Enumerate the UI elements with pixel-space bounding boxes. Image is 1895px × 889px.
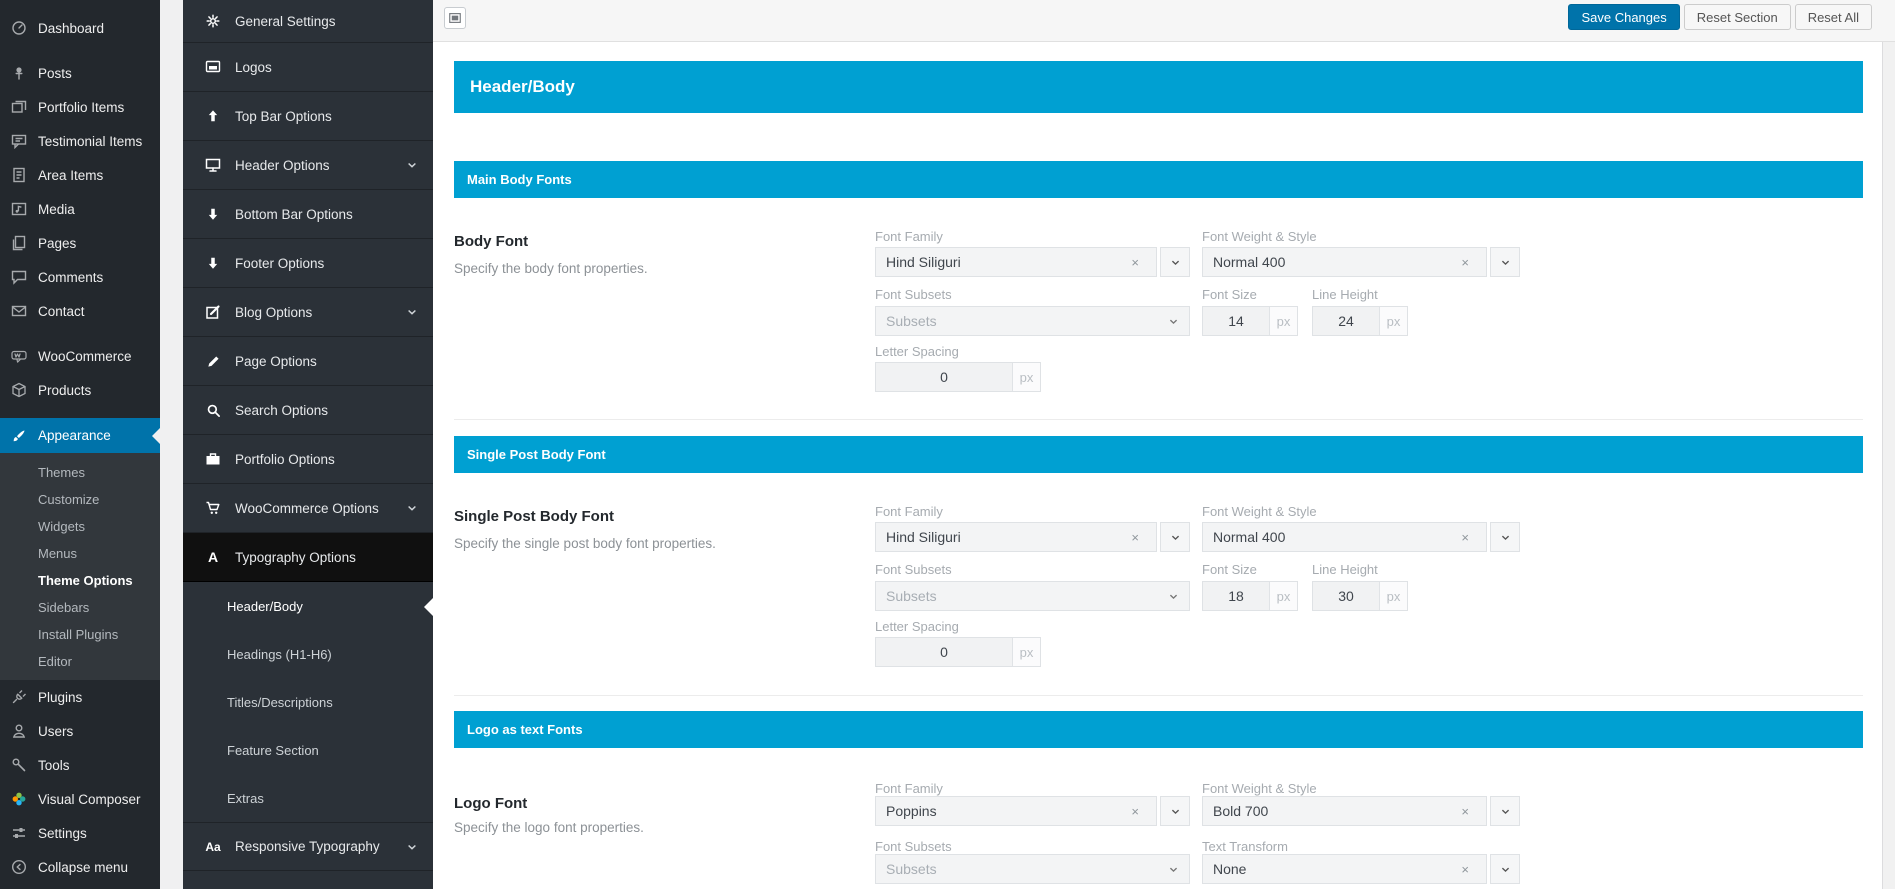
sidebar-item-pages[interactable] bbox=[0, 226, 160, 260]
submenu-label: Widgets bbox=[38, 519, 85, 534]
sidebar-item-label: Pages bbox=[38, 235, 77, 251]
options-item-label: Blog Options bbox=[235, 304, 313, 320]
options-item-page[interactable] bbox=[183, 337, 433, 386]
clear-selection-icon[interactable]: × bbox=[1131, 529, 1139, 545]
document-icon bbox=[9, 166, 29, 184]
sidebar-item-users[interactable] bbox=[0, 714, 160, 748]
sidebar-item-media[interactable] bbox=[0, 192, 160, 226]
options-item-footer[interactable] bbox=[183, 239, 433, 288]
line-height-input[interactable] bbox=[1313, 582, 1379, 610]
images-icon bbox=[9, 98, 29, 116]
submenu-label: Editor bbox=[38, 654, 72, 669]
select-dropdown-button[interactable] bbox=[1160, 796, 1190, 826]
clear-selection-icon[interactable]: × bbox=[1461, 803, 1469, 819]
options-item-label: Top Bar Options bbox=[235, 108, 332, 124]
submenu-item-customize[interactable] bbox=[0, 486, 160, 513]
submenu-item-install-plugins[interactable] bbox=[0, 621, 160, 648]
options-subitem-titles-descriptions[interactable] bbox=[183, 678, 433, 726]
sidebar-item-contact[interactable] bbox=[0, 294, 160, 328]
sidebar-item-area-items[interactable] bbox=[0, 158, 160, 192]
select-dropdown-button[interactable] bbox=[1160, 247, 1190, 277]
select-dropdown-button[interactable] bbox=[1490, 522, 1520, 552]
font-subsets-field bbox=[875, 854, 1190, 884]
sidebar-item-tools[interactable] bbox=[0, 748, 160, 782]
options-item-label: Logos bbox=[235, 59, 272, 75]
options-item-label: Typography Options bbox=[235, 549, 356, 565]
sidebar-item-products[interactable] bbox=[0, 373, 160, 407]
options-subitem-label: Header/Body bbox=[227, 598, 303, 614]
section-title-bar: Single Post Body Font bbox=[454, 436, 1863, 473]
field-group-heading: Body Font bbox=[454, 233, 529, 250]
options-subitem-label: Headings (H1-H6) bbox=[227, 646, 332, 662]
submenu-item-themes[interactable] bbox=[0, 459, 160, 486]
letter-spacing-field bbox=[875, 637, 1041, 667]
arrow-up-icon bbox=[204, 108, 222, 125]
submenu-item-editor[interactable] bbox=[0, 648, 160, 675]
person-icon bbox=[9, 722, 29, 740]
chevron-down-icon bbox=[1168, 864, 1179, 875]
pin-icon bbox=[9, 64, 29, 82]
collapse-icon bbox=[9, 858, 29, 876]
arrow-down-icon bbox=[204, 255, 222, 272]
sidebar-item-label: Posts bbox=[38, 65, 72, 81]
font-family-field bbox=[875, 522, 1190, 552]
envelope-icon bbox=[9, 302, 29, 320]
select-dropdown-button[interactable] bbox=[1490, 247, 1520, 277]
select-value: Bold 700 bbox=[1213, 803, 1269, 819]
cube-icon bbox=[9, 381, 29, 399]
sliders-icon bbox=[9, 824, 29, 842]
font-weight-field bbox=[1202, 247, 1520, 277]
chevron-down-icon bbox=[1170, 806, 1181, 817]
sidebar-item-label: Media bbox=[38, 201, 75, 217]
font-weight-label: Font Weight & Style bbox=[1202, 504, 1317, 519]
testimonial-icon bbox=[9, 132, 29, 150]
chevron-down-icon bbox=[406, 502, 418, 514]
options-item-label: Footer Options bbox=[235, 255, 325, 271]
font-size-input[interactable] bbox=[1203, 582, 1269, 610]
sidebar-item-visual-composer[interactable] bbox=[0, 782, 160, 816]
font-family-label: Font Family bbox=[875, 504, 943, 519]
font-size-input[interactable] bbox=[1203, 307, 1269, 335]
clear-selection-icon[interactable]: × bbox=[1131, 803, 1139, 819]
layout-icon bbox=[448, 11, 462, 25]
select-value: None bbox=[1213, 861, 1247, 877]
select-value: Normal 400 bbox=[1213, 529, 1286, 545]
font-subsets-label: Font Subsets bbox=[875, 287, 952, 302]
font-weight-label: Font Weight & Style bbox=[1202, 781, 1317, 796]
arrow-down-icon bbox=[204, 206, 222, 223]
options-item-label: Search Options bbox=[235, 402, 329, 418]
sidebar-item-label: Plugins bbox=[38, 689, 83, 705]
letter-spacing-input[interactable] bbox=[876, 638, 1012, 666]
unit-label: px bbox=[1379, 582, 1407, 610]
field-group-description: Specify the single post body font properties. bbox=[454, 536, 716, 551]
field-group-description: Specify the logo font properties. bbox=[454, 820, 644, 835]
woo-bubble-icon bbox=[9, 347, 29, 365]
sidebar-item-plugins[interactable] bbox=[0, 680, 160, 714]
submenu-item-sidebars[interactable] bbox=[0, 594, 160, 621]
gear-icon bbox=[204, 13, 222, 30]
section-title-bar: Main Body Fonts bbox=[454, 161, 1863, 198]
letter-spacing-field bbox=[875, 362, 1041, 392]
options-subitem-header-body[interactable] bbox=[183, 582, 433, 630]
chevron-down-icon bbox=[1168, 591, 1179, 602]
font-subsets-label: Font Subsets bbox=[875, 562, 952, 577]
font-family-label: Font Family bbox=[875, 229, 943, 244]
submenu-label: Install Plugins bbox=[38, 627, 119, 642]
sidebar-item-label: Users bbox=[38, 723, 74, 739]
options-item-typography[interactable] bbox=[183, 533, 433, 582]
brush-icon bbox=[9, 427, 29, 445]
scrollbar-track[interactable] bbox=[1882, 42, 1895, 889]
field-group-description: Specify the body font properties. bbox=[454, 261, 648, 276]
active-menu-notch bbox=[152, 428, 160, 444]
options-item-logos[interactable] bbox=[183, 43, 433, 92]
cart-icon bbox=[204, 500, 222, 517]
reset-all-button[interactable]: Reset All bbox=[1795, 4, 1872, 30]
letter-spacing-label: Letter Spacing bbox=[875, 344, 959, 359]
panel-layout-toggle-button[interactable] bbox=[444, 7, 466, 29]
chevron-down-icon bbox=[1168, 316, 1179, 327]
section-single-post-body-font bbox=[454, 436, 1863, 696]
options-item-blog[interactable] bbox=[183, 288, 433, 337]
submenu-item-menus[interactable] bbox=[0, 540, 160, 567]
font-subsets-field bbox=[875, 581, 1190, 611]
line-height-field bbox=[1312, 581, 1408, 611]
font-subsets-field bbox=[875, 306, 1190, 336]
font-size-label: Font Size bbox=[1202, 287, 1257, 302]
font-family-select[interactable] bbox=[875, 522, 1157, 552]
chevron-down-icon bbox=[1500, 806, 1511, 817]
options-item-label: Bottom Bar Options bbox=[235, 206, 353, 222]
font-size-label: Font Size bbox=[1202, 562, 1257, 577]
sidebar-gap bbox=[160, 0, 183, 889]
font-weight-field bbox=[1202, 796, 1520, 826]
letter-spacing-input[interactable] bbox=[876, 363, 1012, 391]
sidebar-item-testimonial-items[interactable] bbox=[0, 124, 160, 158]
submenu-label: Theme Options bbox=[38, 573, 133, 588]
submenu-item-widgets[interactable] bbox=[0, 513, 160, 540]
font-weight-field bbox=[1202, 522, 1520, 552]
line-height-field bbox=[1312, 306, 1408, 336]
options-subitem-label: Feature Section bbox=[227, 742, 319, 758]
font-family-field bbox=[875, 796, 1190, 826]
options-item-label: Header Options bbox=[235, 157, 330, 173]
options-page-body bbox=[454, 42, 1863, 889]
line-height-label: Line Height bbox=[1312, 562, 1378, 577]
sidebar-item-label: Area Items bbox=[38, 167, 104, 183]
options-item-woocommerce[interactable] bbox=[183, 484, 433, 533]
font-subsets-select[interactable] bbox=[875, 306, 1190, 336]
options-item-header[interactable] bbox=[183, 141, 433, 190]
select-dropdown-button[interactable] bbox=[1490, 854, 1520, 884]
options-item-label: General Settings bbox=[235, 13, 336, 29]
sidebar-item-label: Products bbox=[38, 382, 92, 398]
font-size-field bbox=[1202, 306, 1298, 336]
line-height-label: Line Height bbox=[1312, 287, 1378, 302]
wrench-icon bbox=[9, 756, 29, 774]
font-subsets-select[interactable] bbox=[875, 581, 1190, 611]
image-icon bbox=[204, 59, 222, 76]
options-topbar bbox=[433, 0, 1895, 42]
submenu-label: Menus bbox=[38, 546, 78, 561]
options-item-bottom-bar[interactable] bbox=[183, 190, 433, 239]
font-weight-label: Font Weight & Style bbox=[1202, 229, 1317, 244]
submenu-label: Sidebars bbox=[38, 600, 90, 615]
options-subitem-feature-section[interactable] bbox=[183, 726, 433, 774]
clear-selection-icon[interactable]: × bbox=[1461, 529, 1469, 545]
sidebar-separator bbox=[0, 45, 160, 56]
section-title-bar: Logo as text Fonts bbox=[454, 711, 1863, 748]
active-subitem-notch bbox=[424, 598, 433, 616]
sidebar-separator bbox=[0, 407, 160, 418]
options-item-label: Responsive Typography bbox=[235, 839, 380, 854]
options-subitem-extras[interactable] bbox=[183, 774, 433, 822]
magnifier-icon bbox=[204, 402, 222, 419]
line-height-input[interactable] bbox=[1313, 307, 1379, 335]
options-item-general-settings[interactable] bbox=[183, 0, 433, 43]
font-family-select[interactable] bbox=[875, 247, 1157, 277]
clear-selection-icon[interactable]: × bbox=[1461, 254, 1469, 270]
sidebar-item-label: Tools bbox=[38, 757, 70, 773]
chevron-down-icon bbox=[406, 159, 418, 171]
section-logo-as-text-fonts bbox=[454, 711, 1863, 889]
sidebar-item-label: Visual Composer bbox=[38, 791, 141, 807]
select-placeholder: Subsets bbox=[886, 588, 937, 604]
letter-spacing-label: Letter Spacing bbox=[875, 619, 959, 634]
options-item-label: Page Options bbox=[235, 353, 317, 369]
options-item-label: WooCommerce Options bbox=[235, 500, 379, 516]
sidebar-item-label: Dashboard bbox=[38, 20, 105, 36]
sidebar-item-label: Testimonial Items bbox=[38, 133, 143, 149]
options-item-search[interactable] bbox=[183, 386, 433, 435]
submenu-label: Themes bbox=[38, 465, 85, 480]
chevron-down-icon bbox=[1170, 532, 1181, 543]
options-subitem-label: Extras bbox=[227, 790, 264, 806]
font-weight-select[interactable] bbox=[1202, 796, 1487, 826]
sidebar-item-label: Contact bbox=[38, 303, 85, 319]
select-value: Hind Siliguri bbox=[886, 254, 961, 270]
typography-submenu bbox=[183, 582, 433, 822]
field-group-heading: Single Post Body Font bbox=[454, 508, 614, 525]
dashboard-icon bbox=[9, 19, 29, 37]
letter-a-icon: A bbox=[207, 549, 219, 565]
theme-options-sidebar bbox=[183, 0, 433, 889]
select-dropdown-button[interactable] bbox=[1490, 796, 1520, 826]
sidebar-item-label: WooCommerce bbox=[38, 348, 132, 364]
options-subitem-headings[interactable] bbox=[183, 630, 433, 678]
wp-admin-sidebar bbox=[0, 0, 160, 889]
chevron-down-icon bbox=[406, 841, 418, 853]
sidebar-item-settings[interactable] bbox=[0, 816, 160, 850]
unit-label: px bbox=[1269, 582, 1297, 610]
font-family-label: Font Family bbox=[875, 781, 943, 796]
topbar-actions bbox=[1568, 4, 1872, 30]
sidebar-item-portfolio-items[interactable] bbox=[0, 90, 160, 124]
select-placeholder: Subsets bbox=[886, 313, 937, 329]
clear-selection-icon[interactable]: × bbox=[1461, 861, 1469, 877]
font-family-field bbox=[875, 247, 1190, 277]
chevron-down-icon bbox=[1500, 532, 1511, 543]
sidebar-item-label: Appearance bbox=[38, 428, 111, 443]
sidebar-item-woocommerce[interactable] bbox=[0, 339, 160, 373]
sidebar-item-comments[interactable] bbox=[0, 260, 160, 294]
font-size-field bbox=[1202, 581, 1298, 611]
save-changes-button[interactable]: Save Changes bbox=[1568, 4, 1679, 30]
briefcase-icon bbox=[204, 451, 222, 468]
sidebar-item-label: Portfolio Items bbox=[38, 99, 125, 115]
sidebar-item-label: Comments bbox=[38, 269, 104, 285]
letters-aa-icon: Aa bbox=[205, 839, 221, 854]
section-main-body-fonts bbox=[454, 161, 1863, 420]
font-subsets-label: Font Subsets bbox=[875, 839, 952, 854]
main-content bbox=[433, 0, 1895, 889]
sidebar-item-posts[interactable] bbox=[0, 56, 160, 90]
options-item-responsive-typography[interactable] bbox=[183, 822, 433, 871]
chevron-down-icon bbox=[1170, 257, 1181, 268]
sidebar-item-dashboard[interactable] bbox=[0, 11, 160, 45]
options-subitem-label: Titles/Descriptions bbox=[227, 694, 333, 710]
options-item-portfolio[interactable] bbox=[183, 435, 433, 484]
appearance-submenu bbox=[0, 453, 160, 680]
submenu-item-theme-options[interactable] bbox=[0, 567, 160, 594]
options-item-top-bar[interactable] bbox=[183, 92, 433, 141]
edit-icon bbox=[204, 304, 222, 321]
unit-label: px bbox=[1379, 307, 1407, 335]
sidebar-item-collapse-menu[interactable] bbox=[0, 850, 160, 884]
text-transform-field bbox=[1202, 854, 1520, 884]
comment-icon bbox=[9, 268, 29, 286]
page-title: Header/Body bbox=[454, 61, 1863, 113]
unit-label: px bbox=[1012, 638, 1040, 666]
monitor-icon bbox=[204, 157, 222, 174]
pencil-icon bbox=[204, 353, 222, 370]
sidebar-item-label: Settings bbox=[38, 825, 87, 841]
field-group-heading: Logo Font bbox=[454, 795, 528, 812]
sidebar-separator bbox=[0, 328, 160, 339]
unit-label: px bbox=[1012, 363, 1040, 391]
sidebar-item-label: Collapse menu bbox=[38, 859, 129, 875]
plug-icon bbox=[9, 688, 29, 706]
chevron-down-icon bbox=[406, 306, 418, 318]
submenu-label: Customize bbox=[38, 492, 100, 507]
options-item-label: Portfolio Options bbox=[235, 451, 335, 467]
select-value: Poppins bbox=[886, 803, 937, 819]
font-weight-select[interactable] bbox=[1202, 522, 1487, 552]
unit-label: px bbox=[1269, 307, 1297, 335]
select-value: Normal 400 bbox=[1213, 254, 1286, 270]
reset-section-button[interactable]: Reset Section bbox=[1684, 4, 1791, 30]
select-value: Hind Siliguri bbox=[886, 529, 961, 545]
pages-icon bbox=[9, 234, 29, 252]
chevron-down-icon bbox=[1500, 257, 1511, 268]
chevron-down-icon bbox=[1500, 864, 1511, 875]
select-dropdown-button[interactable] bbox=[1160, 522, 1190, 552]
font-family-select[interactable] bbox=[875, 796, 1157, 826]
font-subsets-select[interactable] bbox=[875, 854, 1190, 884]
clear-selection-icon[interactable]: × bbox=[1131, 254, 1139, 270]
sidebar-item-appearance[interactable] bbox=[0, 418, 160, 453]
text-transform-select[interactable] bbox=[1202, 854, 1487, 884]
media-icon bbox=[9, 200, 29, 218]
pinwheel-icon bbox=[9, 790, 29, 808]
text-transform-label: Text Transform bbox=[1202, 839, 1288, 854]
select-placeholder: Subsets bbox=[886, 861, 937, 877]
font-weight-select[interactable] bbox=[1202, 247, 1487, 277]
